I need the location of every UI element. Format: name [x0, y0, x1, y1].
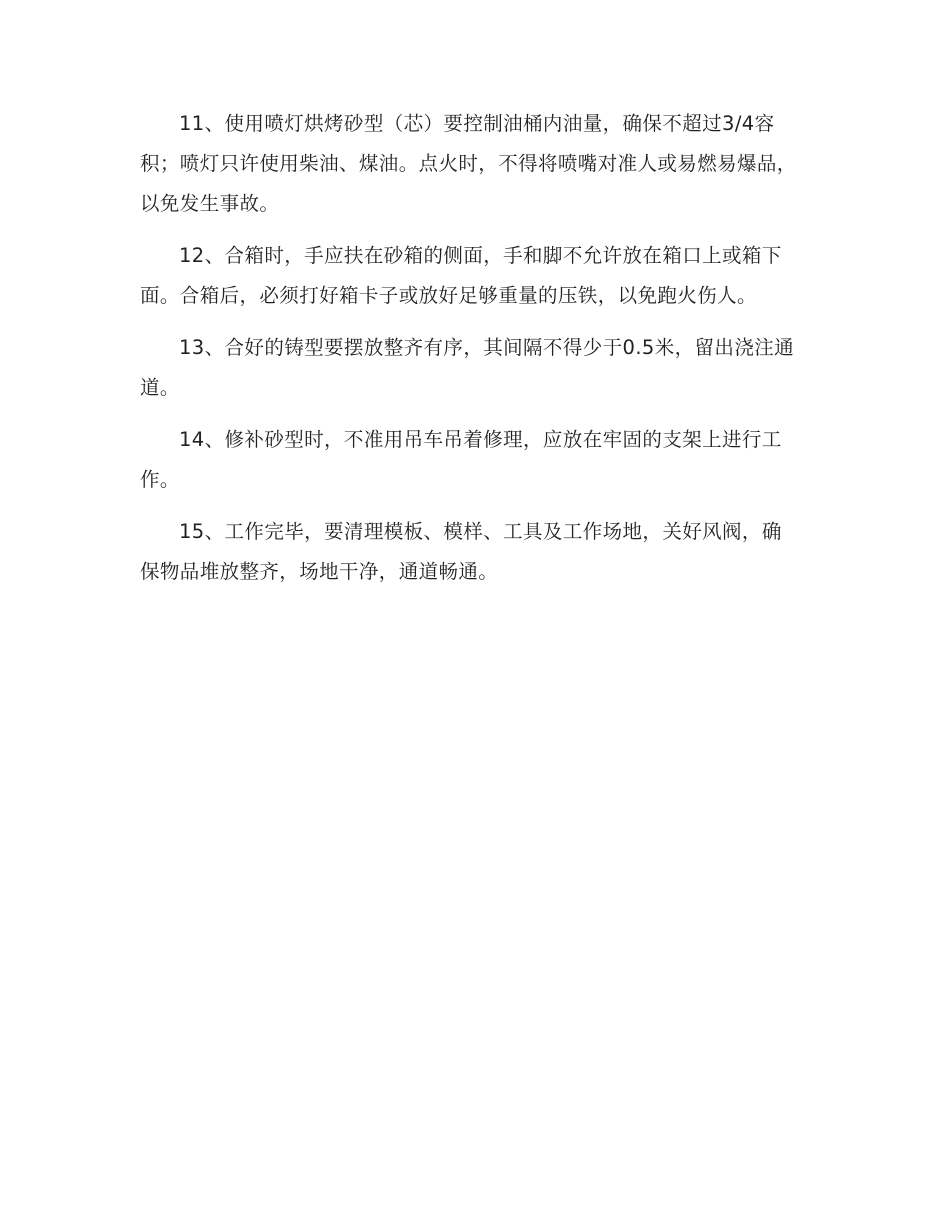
paragraph-14: 14、修补砂型时，不准用吊车吊着修理，应放在牢固的支架上进行工作。 [140, 428, 782, 491]
paragraph-11: 11、使用喷灯烘烤砂型（芯）要控制油桶内油量，确保不超过3/4容积；喷灯只许使用柴油、煤油。点火时，不得将喷嘴对准人或易燃易爆品，以免发生事故。 [140, 112, 797, 215]
paragraph-12: 12、合箱时，手应扶在砂箱的侧面，手和脚不允许放在箱口上或箱下面。合箱后，必须打好箱卡子或放好足够重量的压铁，以免跑火伤人。 [140, 244, 782, 307]
paragraph-13: 13、合好的铸型要摆放整齐有序，其间隔不得少于0.5米，留出浇注通道。 [140, 336, 795, 399]
paragraph-15: 15、工作完毕，要清理模板、模样、工具及工作场地，关好风阀，确保物品堆放整齐，场地干净，通道畅通。 [140, 520, 782, 583]
document-body [140, 104, 800, 604]
